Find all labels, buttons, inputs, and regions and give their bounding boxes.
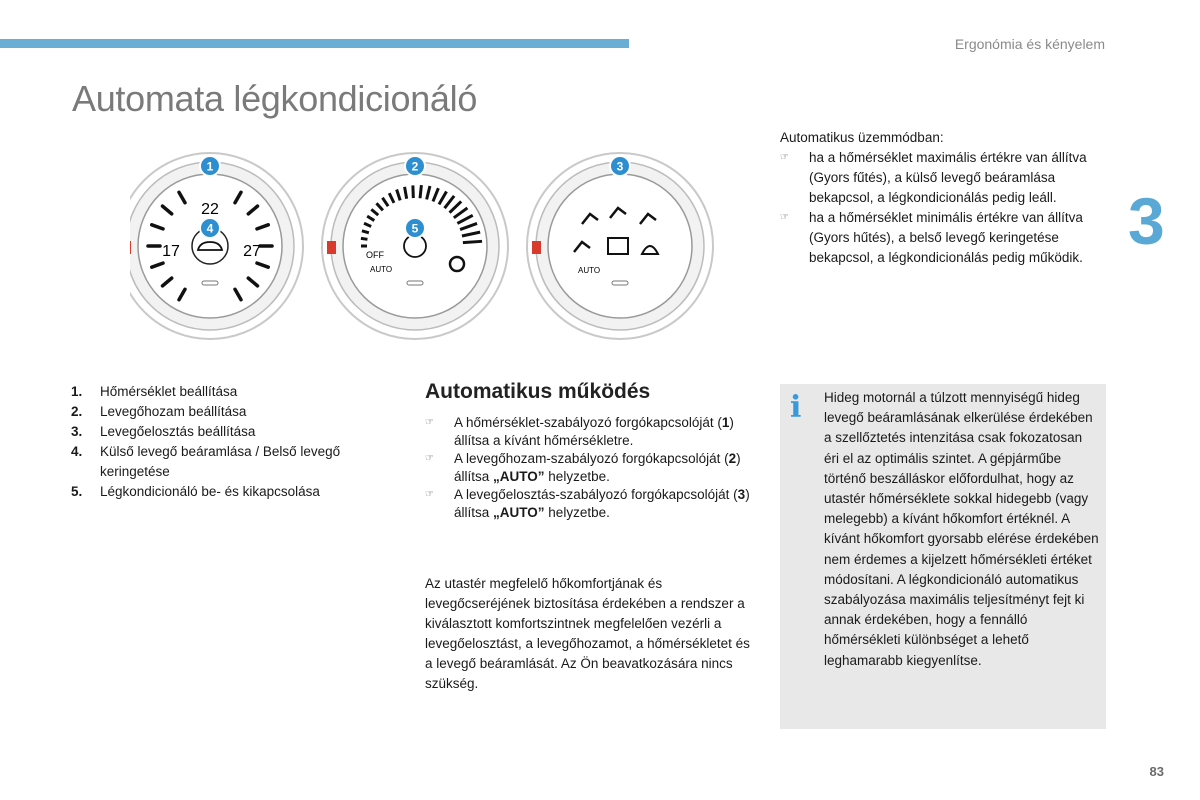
callout-number: 4 (206, 221, 214, 236)
pointing-hand-icon: ☞ (425, 417, 434, 428)
auto-description: Az utastér megfelelő hőkomfortjának és levegőcseréjének biztosítása érdekében a rendszer a kiválasztott komfortszintnek megfelelően vezérli a levegőelosztást, a levegőhozamot, a hőmérsékletet és a levegő beáramlását. Az Ön beavatkozására nincs szükség. (425, 576, 750, 691)
page-title: Automata légkondicionáló (72, 78, 478, 119)
info-text: Hideg motornál a túlzott mennyiségű hideg levegő beáramlásának elkerülése érdekében a szellőztetés intenzitása csak fokozatosan éri el az optimális szintet. A gépjárműbe történő beszálláskor előfordulhat, hogy az utastér hőmérséklete sokkal hidegebb (vagy melegebb) a kívánt hőkomfort értéknél. A kívánt hőkomfort gyorsabb elérése érdekében nem érdemes a kijelzett hőmérsékleti értéket módosítani. A légkondicionáló automatikus szabályozása maximális teljesítményt fejt ki annak érdekében, hogy a fennálló hőmérsékleti különbséget a lehető leghamarabb kiegyenlítse. (824, 390, 1099, 668)
callout-number: 1 (206, 159, 214, 174)
callout-number: 3 (616, 159, 624, 174)
dial-3-distribution (578, 266, 600, 275)
callout-number: 2 (411, 159, 419, 174)
info-icon: i (790, 390, 802, 425)
header-accent-bar (0, 39, 629, 48)
legend-item: 3. Levegőelosztás beállítása (71, 424, 256, 439)
dial-led-slot (407, 281, 423, 285)
legend-item: 1. Hőmérséklet beállítása (71, 384, 238, 399)
auto-mode-item: ☞ ha a hőmérséklet minimális értékre van állítva (Gyors hűtés), a belső levegő keringetése bekapcsol, a légkondicionálás pedig működik. (780, 210, 1083, 265)
dial-led-slot (612, 281, 628, 285)
auto-mode-item: ☞ ha a hőmérséklet maximális értékre van állítva (Gyors fűtés), a külső levegő beáramlása bekapcsol, a légkondicionálás pedig leáll. (780, 150, 1087, 205)
legend-item: 4. Külső levegő beáramlása / Belső levegő keringetése (71, 444, 341, 479)
fan-speed-bar (463, 241, 482, 242)
fan-speed-bar (362, 231, 369, 233)
legend-item: 5. Légkondicionáló be- és kikapcsolása (71, 484, 320, 499)
dial-2-auto-label: AUTO (370, 265, 393, 274)
dial-1-temp-min: 17 (162, 243, 180, 260)
callout-number: 5 (411, 221, 419, 236)
dial-face (548, 174, 692, 318)
auto-step: ☞ A hőmérséklet-szabályozó forgókapcsolóját (1) állítsa a kívánt hőmérsékletre. (425, 415, 734, 448)
dial-1-temp-high: 27 (243, 243, 261, 260)
legend-item: 2. Levegőhozam beállítása (71, 404, 247, 419)
pointing-hand-icon: ☞ (780, 152, 789, 163)
auto-step: ☞ A levegőelosztás-szabályozó forgókapcsolóját (3) állítsa „AUTO” helyzetbe. (425, 487, 750, 520)
pointing-hand-icon: ☞ (780, 212, 789, 223)
chapter-number: 3 (1128, 184, 1165, 258)
indicator-light (327, 241, 336, 254)
indicator-light (130, 241, 131, 254)
pointing-hand-icon: ☞ (425, 489, 434, 500)
auto-step: ☞ A levegőhozam-szabályozó forgókapcsolóját (2) állítsa „AUTO” helyzetbe. (425, 451, 741, 484)
page-number: 83 (1149, 764, 1164, 779)
auto-mode-list (780, 148, 1120, 268)
auto-steps-list (425, 414, 755, 522)
dial-3-auto-label: AUTO (578, 266, 601, 275)
auto-section-heading: Automatikus működés (425, 380, 651, 403)
indicator-light (532, 241, 541, 254)
dial-2-off-label: OFF (366, 250, 384, 260)
fan-speed-bar (361, 238, 368, 239)
fan-speed-bar (405, 187, 407, 199)
auto-mode-intro: Automatikus üzemmódban: (780, 130, 944, 145)
fan-speed-bar (420, 185, 421, 198)
info-box (780, 384, 1106, 729)
section-name: Ergonómia és kényelem (954, 36, 1105, 52)
pointing-hand-icon: ☞ (425, 453, 434, 464)
climate-control-illustration (130, 146, 730, 351)
dial-led-slot (202, 281, 218, 285)
control-legend (71, 382, 400, 502)
dial-1-temp-max: 22 (201, 201, 219, 218)
